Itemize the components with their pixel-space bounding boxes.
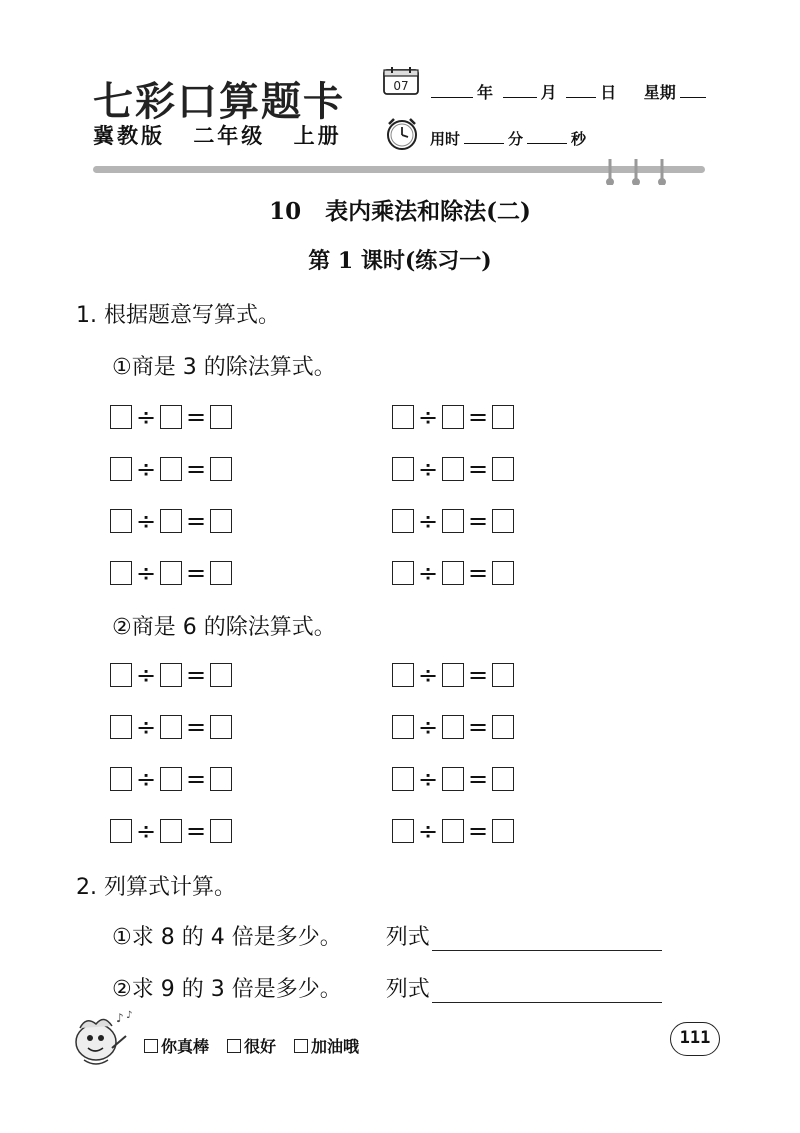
division-equation bbox=[110, 558, 232, 588]
quotient-box[interactable] bbox=[210, 561, 232, 585]
divide-sign: ÷ bbox=[417, 559, 439, 587]
equals-sign: = bbox=[467, 455, 489, 483]
divide-sign: ÷ bbox=[417, 713, 439, 741]
rating-label: 很好 bbox=[244, 1037, 277, 1056]
mascot-illustration bbox=[68, 1008, 134, 1070]
rating-checkbox[interactable] bbox=[227, 1039, 241, 1053]
equals-sign: = bbox=[467, 403, 489, 431]
formula-answer-line[interactable] bbox=[432, 928, 662, 951]
dividend-box[interactable] bbox=[110, 767, 132, 791]
question-1-part-1: ①商是 3 的除法算式。 bbox=[112, 355, 336, 380]
divide-sign: ÷ bbox=[135, 713, 157, 741]
question-2-label: 2. 列算式计算。 bbox=[76, 875, 236, 900]
dividend-box[interactable] bbox=[110, 663, 132, 687]
dividend-box[interactable] bbox=[110, 509, 132, 533]
division-equation bbox=[110, 816, 232, 846]
brand-title: 七彩口算题卡 bbox=[93, 78, 345, 125]
equals-sign: = bbox=[185, 713, 207, 741]
equals-sign: = bbox=[185, 817, 207, 845]
divide-sign: ÷ bbox=[417, 507, 439, 535]
weekday-blank[interactable] bbox=[680, 83, 706, 98]
month-blank[interactable] bbox=[503, 83, 537, 98]
rating-checkbox[interactable] bbox=[294, 1039, 308, 1053]
division-equation bbox=[110, 660, 232, 690]
equals-sign: = bbox=[467, 713, 489, 741]
dividend-box[interactable] bbox=[392, 509, 414, 533]
division-equation bbox=[110, 764, 232, 794]
formula-answer-line[interactable] bbox=[432, 980, 662, 1003]
svg-text:♪: ♪ bbox=[126, 1010, 133, 1021]
division-equation bbox=[110, 506, 232, 536]
quotient-box[interactable] bbox=[492, 509, 514, 533]
question-2-part-2-text: ②求 9 的 3 倍是多少。 bbox=[112, 977, 342, 1002]
second-blank[interactable] bbox=[527, 129, 567, 144]
division-equation bbox=[110, 712, 232, 742]
dividend-box[interactable] bbox=[392, 819, 414, 843]
divisor-box[interactable] bbox=[160, 509, 182, 533]
division-equation bbox=[110, 454, 232, 484]
weekday-label: 星期 bbox=[643, 83, 676, 102]
dividend-box[interactable] bbox=[110, 405, 132, 429]
dividend-box[interactable] bbox=[392, 561, 414, 585]
divide-sign: ÷ bbox=[135, 507, 157, 535]
unit-number: 10 bbox=[269, 198, 302, 225]
equals-sign: = bbox=[185, 455, 207, 483]
quotient-box[interactable] bbox=[210, 663, 232, 687]
quotient-box[interactable] bbox=[492, 457, 514, 481]
formula-label: 列式 bbox=[385, 977, 430, 1002]
quotient-box[interactable] bbox=[492, 561, 514, 585]
quotient-box[interactable] bbox=[210, 509, 232, 533]
divisor-box[interactable] bbox=[160, 405, 182, 429]
self-rating bbox=[144, 1034, 359, 1057]
unit-name: 表内乘法和除法(二) bbox=[325, 198, 531, 225]
division-equation bbox=[392, 506, 514, 536]
quotient-box[interactable] bbox=[492, 663, 514, 687]
divide-sign: ÷ bbox=[135, 817, 157, 845]
division-equation bbox=[392, 764, 514, 794]
dividend-box[interactable] bbox=[392, 715, 414, 739]
equals-sign: = bbox=[185, 403, 207, 431]
divisor-box[interactable] bbox=[160, 819, 182, 843]
divide-sign: ÷ bbox=[135, 403, 157, 431]
unit-title bbox=[0, 193, 800, 226]
alarm-clock-icon bbox=[383, 115, 421, 151]
divisor-box[interactable] bbox=[442, 715, 464, 739]
edition-info bbox=[93, 120, 360, 150]
quotient-box[interactable] bbox=[210, 819, 232, 843]
divide-sign: ÷ bbox=[417, 661, 439, 689]
calendar-number: 07 bbox=[393, 79, 409, 93]
formula-label: 列式 bbox=[385, 925, 430, 950]
rating-option-good[interactable] bbox=[227, 1034, 276, 1057]
rating-label: 加油哦 bbox=[311, 1037, 360, 1056]
dividend-box[interactable] bbox=[392, 405, 414, 429]
second-label: 秒 bbox=[571, 130, 587, 148]
question-2-part-1-text: ①求 8 的 4 倍是多少。 bbox=[112, 925, 342, 950]
quotient-box[interactable] bbox=[210, 457, 232, 481]
minute-blank[interactable] bbox=[464, 129, 504, 144]
divisor-box[interactable] bbox=[442, 509, 464, 533]
page-number: 111 bbox=[670, 1022, 720, 1056]
quotient-box[interactable] bbox=[210, 767, 232, 791]
divide-sign: ÷ bbox=[135, 455, 157, 483]
quotient-box[interactable] bbox=[492, 767, 514, 791]
binder-rings-icon bbox=[604, 157, 674, 185]
divisor-box[interactable] bbox=[442, 819, 464, 843]
time-used-label: 用时 bbox=[430, 130, 461, 148]
divisor-box[interactable] bbox=[442, 767, 464, 791]
quotient-box[interactable] bbox=[492, 715, 514, 739]
rating-option-great[interactable] bbox=[144, 1034, 209, 1057]
divisor-box[interactable] bbox=[442, 561, 464, 585]
dividend-box[interactable] bbox=[110, 715, 132, 739]
divisor-box[interactable] bbox=[160, 663, 182, 687]
divide-sign: ÷ bbox=[135, 661, 157, 689]
divisor-box[interactable] bbox=[160, 457, 182, 481]
dividend-box[interactable] bbox=[392, 457, 414, 481]
date-fields bbox=[427, 80, 710, 103]
divisor-box[interactable] bbox=[160, 561, 182, 585]
divisor-box[interactable] bbox=[160, 715, 182, 739]
svg-text:♪: ♪ bbox=[116, 1011, 124, 1025]
equals-sign: = bbox=[467, 661, 489, 689]
calendar-icon bbox=[382, 66, 420, 96]
equals-sign: = bbox=[467, 817, 489, 845]
day-blank[interactable] bbox=[566, 83, 596, 98]
year-label: 年 bbox=[477, 83, 494, 102]
dividend-box[interactable] bbox=[110, 457, 132, 481]
rating-checkbox[interactable] bbox=[144, 1039, 158, 1053]
division-equation bbox=[392, 454, 514, 484]
edition-volume: 上册 bbox=[293, 124, 342, 148]
dividend-box[interactable] bbox=[392, 663, 414, 687]
equals-sign: = bbox=[467, 507, 489, 535]
equals-sign: = bbox=[185, 507, 207, 535]
division-equation bbox=[392, 816, 514, 846]
divisor-box[interactable] bbox=[442, 457, 464, 481]
quotient-box[interactable] bbox=[210, 405, 232, 429]
quotient-box[interactable] bbox=[492, 819, 514, 843]
edition-grade: 二年级 bbox=[193, 124, 266, 148]
division-equation bbox=[110, 402, 232, 432]
minute-label: 分 bbox=[508, 130, 524, 148]
divide-sign: ÷ bbox=[417, 765, 439, 793]
equals-sign: = bbox=[185, 559, 207, 587]
division-equation bbox=[392, 558, 514, 588]
equals-sign: = bbox=[185, 765, 207, 793]
divide-sign: ÷ bbox=[417, 817, 439, 845]
day-label: 日 bbox=[600, 83, 617, 102]
dividend-box[interactable] bbox=[392, 767, 414, 791]
divide-sign: ÷ bbox=[417, 455, 439, 483]
time-fields bbox=[430, 128, 586, 149]
divisor-box[interactable] bbox=[442, 663, 464, 687]
divisor-box[interactable] bbox=[442, 405, 464, 429]
dividend-box[interactable] bbox=[110, 819, 132, 843]
divisor-box[interactable] bbox=[160, 767, 182, 791]
rating-label: 你真棒 bbox=[161, 1037, 210, 1056]
equals-sign: = bbox=[467, 765, 489, 793]
quotient-box[interactable] bbox=[492, 405, 514, 429]
division-equation bbox=[392, 402, 514, 432]
question-1-part-2: ②商是 6 的除法算式。 bbox=[112, 615, 336, 640]
quotient-box[interactable] bbox=[210, 715, 232, 739]
dividend-box[interactable] bbox=[110, 561, 132, 585]
year-blank[interactable] bbox=[431, 83, 473, 98]
question-2-part-2 bbox=[112, 972, 662, 1003]
divide-sign: ÷ bbox=[135, 765, 157, 793]
equals-sign: = bbox=[467, 559, 489, 587]
division-equation bbox=[392, 660, 514, 690]
month-label: 月 bbox=[540, 83, 557, 102]
divide-sign: ÷ bbox=[417, 403, 439, 431]
question-1-label: 1. 根据题意写算式。 bbox=[76, 303, 280, 328]
edition-publisher: 冀教版 bbox=[93, 124, 165, 148]
division-equation bbox=[392, 712, 514, 742]
divide-sign: ÷ bbox=[135, 559, 157, 587]
question-2-part-1 bbox=[112, 920, 662, 951]
rating-option-keep-going[interactable] bbox=[294, 1034, 359, 1057]
equals-sign: = bbox=[185, 661, 207, 689]
lesson-title: 第 1 课时(练习一) bbox=[308, 248, 492, 274]
